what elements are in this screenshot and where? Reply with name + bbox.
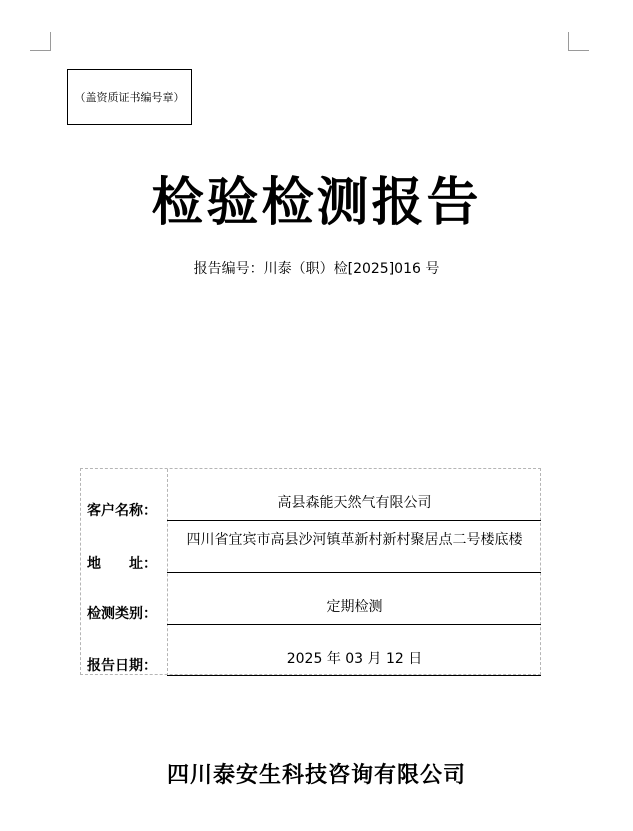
row-underline [167, 520, 541, 521]
row-underline [167, 572, 541, 573]
corner-mark-top-left [30, 32, 51, 51]
client-value: 高县森能天然气有限公司 [277, 495, 432, 511]
address-value: 四川省宜宾市高县沙河镇革新村新村聚居点二号楼底楼 [186, 532, 523, 548]
stamp-box [67, 69, 192, 125]
corner-mark-top-right [568, 32, 589, 51]
type-value: 定期检测 [326, 599, 383, 615]
report-title: 检验检测报告 [151, 172, 482, 233]
info-table [80, 468, 541, 675]
date-value: 2025 年 03 月 12 日 [286, 651, 423, 667]
date-label: 报告日期： [87, 658, 157, 674]
report-number: 报告编号：川泰（职）检[2025]016 号 [193, 261, 440, 277]
client-label: 客户名称： [87, 503, 157, 519]
type-label: 检测类别： [87, 606, 157, 622]
row-underline [167, 675, 541, 676]
stamp-box-text: （盖资质证书编号章） [74, 91, 185, 104]
address-label: 地 址： [87, 556, 157, 572]
row-underline [167, 624, 541, 625]
issuing-company: 四川泰安生科技咨询有限公司 [166, 762, 466, 788]
